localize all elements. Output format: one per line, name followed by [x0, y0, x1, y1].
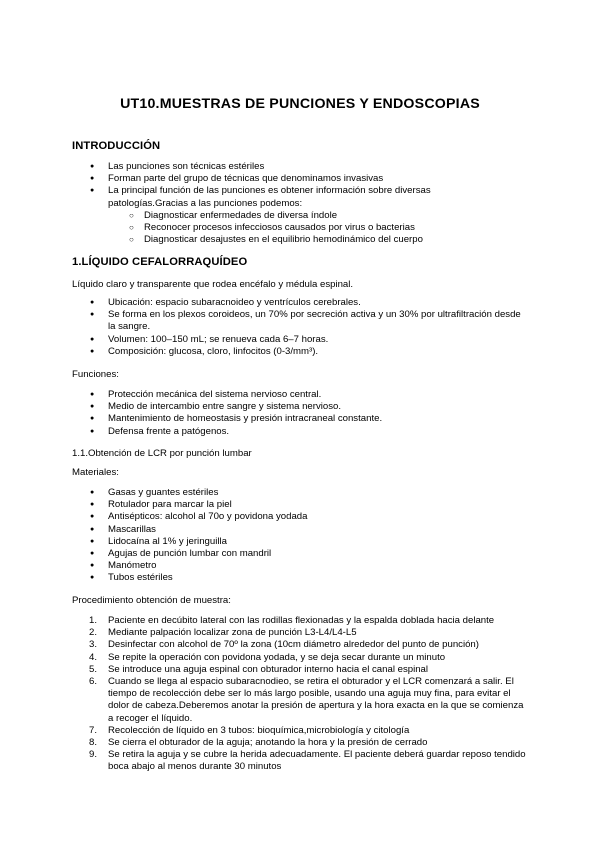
list-item: ○ Diagnosticar desajustes en el equilibrio hemodinámico del cuerpo [72, 234, 492, 246]
list-item: ● Las punciones son técnicas estériles [72, 161, 472, 173]
step-item: 2. Mediante palpación localizar zona de punción L3-L4/L4-L5 [89, 627, 357, 639]
functions-list [72, 389, 528, 438]
list-item: ○ Reconocer procesos infecciosos causados por virus o bacterias [72, 222, 492, 234]
step-item: 9. Se retira la aguja y se cubre la herida adecuadamente. El paciente deberá guardar reposo tendido boca abajo al menos durante 30 minutos [89, 749, 526, 773]
list-item: ● Protección mecánica del sistema nervioso central. [72, 389, 528, 401]
list-item: ● Lidocaína al 1% y jeringuilla [72, 536, 528, 548]
functions-label: Funciones: [72, 369, 119, 380]
page-title: UT10.MUESTRAS DE PUNCIONES Y ENDOSCOPIAS [120, 96, 480, 112]
list-item: ○ Diagnosticar enfermedades de diversa índole [72, 210, 492, 222]
lcr-heading: 1.LÍQUIDO CEFALORRAQUÍDEO [72, 256, 248, 268]
step-item: 6. Cuando se llega al espacio subaracnodieo, se retira el obturador y el LCR comenzará a salir. El tiempo de recolección debe ser lo más largo posible, usando una aguja muy fina, para evitar el dolor de cabeza.Deberemos anotar la presión de apertura y la hora exacta en la que se comienza a recoger el líquido. [89, 676, 524, 724]
list-item: ● Manómetro [72, 560, 528, 572]
list-item: ● Gasas y guantes estériles [72, 487, 528, 499]
intro-heading: INTRODUCCIÓN [72, 140, 161, 152]
list-item: ● Rotulador para marcar la piel [72, 499, 528, 511]
list-item: ● Ubicación: espacio subaracnoideo y ventrículos cerebrales. [72, 297, 528, 309]
list-item: ● La principal función de las punciones es obtener información sobre diversas patologías.Gracias a las punciones podemos: [72, 185, 472, 209]
lcr-description: Líquido claro y transparente que rodea encéfalo y médula espinal. [72, 279, 354, 290]
obtencion-heading: 1.1.Obtención de LCR por punción lumbar [72, 448, 252, 459]
list-item: ● Medio de intercambio entre sangre y sistema nervioso. [72, 401, 528, 413]
list-item: ● Tubos estériles [72, 572, 528, 584]
step-item: 5. Se introduce una aguja espinal con obturador interno hacia el canal espinal [89, 663, 429, 675]
step-item: 1. Paciente en decúbito lateral con las rodillas flexionadas y la espalda doblada hacia delante [89, 615, 495, 626]
list-item: ● Forman parte del grupo de técnicas que denominamos invasivas [72, 173, 472, 185]
step-item: 4. Se repite la operación con povidona yodada, y se deja secar durante un minuto [89, 651, 446, 663]
list-item: ● Defensa frente a patógenos. [72, 426, 528, 438]
step-item: 8. Se cierra el obturador de la aguja; anotando la hora y la presión de cerrado [89, 737, 428, 749]
list-item: ● Agujas de punción lumbar con mandril [72, 548, 528, 560]
step-item: 3. Desinfectar con alcohol de 70º la zona (10cm diámetro alrededor del punto de punción) [89, 639, 479, 651]
step-item: 7. Recolección de líquido en 3 tubos: bioquímica,microbiología y citología [89, 724, 410, 736]
procedure-steps [72, 615, 528, 774]
list-item: ● Composición: glucosa, cloro, linfocitos (0-3/mm³). [72, 346, 528, 358]
procedure-label: Procedimiento obtención de muestra: [72, 595, 231, 606]
materials-label: Materiales: [72, 467, 119, 478]
list-item: ● Mantenimiento de homeostasis y presión intracraneal constante. [72, 413, 528, 425]
intro-sublist [72, 210, 492, 247]
list-item: ● Volumen: 100–150 mL; se renueva cada 6–7 horas. [72, 334, 528, 346]
list-item: ● Mascarillas [72, 524, 528, 536]
lcr-list [72, 297, 528, 358]
list-item: ● Se forma en los plexos coroideos, un 70% por secreción activa y un 30% por ultrafiltración desde la sangre. [72, 309, 528, 333]
intro-list [72, 161, 472, 210]
list-item: ● Antisépticos: alcohol al 70o y povidona yodada [72, 511, 528, 523]
materials-list [72, 487, 528, 585]
